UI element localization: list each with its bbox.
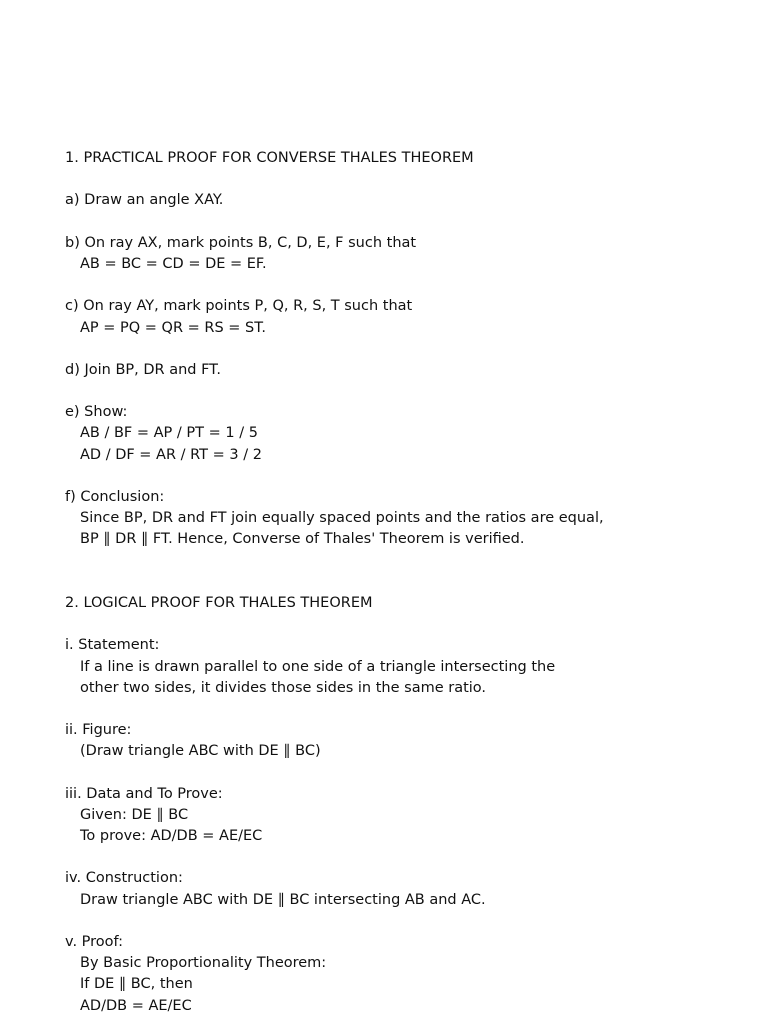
proof-heading: v. Proof:	[65, 933, 124, 950]
section1-title: 1. PRACTICAL PROOF FOR CONVERSE THALES THEOREM	[65, 150, 474, 166]
step-c-text: c) On ray AY, mark points P, Q, R, S, T such that	[65, 298, 413, 315]
statement-line-1: If a line is drawn parallel to one side of a triangle intersecting the	[80, 658, 556, 675]
step-e-ratio-1: AB / BF = AP / PT = 1 / 5	[80, 425, 258, 442]
statement-line-2: other two sides, it divides those sides in the same ratio.	[80, 679, 487, 696]
step-c-equation: AP = PQ = QR = RS = ST.	[80, 319, 267, 336]
step-b-text: b) On ray AX, mark points B, C, D, E, F such that	[65, 234, 417, 251]
step-e-heading: e) Show:	[65, 404, 128, 421]
data-heading: iii. Data and To Prove:	[65, 785, 223, 802]
step-f-heading: f) Conclusion:	[65, 489, 165, 505]
step-f-line-1: Since BP, DR and FT join equally spaced points and the ratios are equal,	[80, 510, 604, 527]
step-f-line-2: BP ∥ DR ∥ FT. Hence, Converse of Thales' Theorem is verified.	[80, 531, 525, 548]
step-e-ratio-2: AD / DF = AR / RT = 3 / 2	[80, 446, 262, 463]
figure-text: (Draw triangle ABC with DE ∥ BC)	[80, 743, 321, 760]
data-given: Given: DE ∥ BC	[80, 806, 189, 823]
section2-title: 2. LOGICAL PROOF FOR THALES THEOREM	[65, 594, 373, 611]
proof-line-2: If DE ∥ BC, then	[80, 976, 193, 993]
document-body	[65, 148, 745, 1017]
figure-heading: ii. Figure:	[65, 722, 132, 739]
step-d: d) Join BP, DR and FT.	[65, 361, 221, 378]
data-to-prove: To prove: AD/DB = AE/EC	[80, 828, 263, 845]
construction-heading: iv. Construction:	[65, 870, 183, 887]
construction-text: Draw triangle ABC with DE ∥ BC intersecting AB and AC.	[80, 891, 486, 908]
statement-heading: i. Statement:	[65, 637, 160, 654]
proof-line-1: By Basic Proportionality Theorem:	[80, 955, 327, 972]
step-b-equation: AB = BC = CD = DE = EF.	[80, 255, 267, 272]
proof-line-3: AD/DB = AE/EC	[80, 997, 192, 1014]
step-a: a) Draw an angle XAY.	[65, 192, 224, 209]
